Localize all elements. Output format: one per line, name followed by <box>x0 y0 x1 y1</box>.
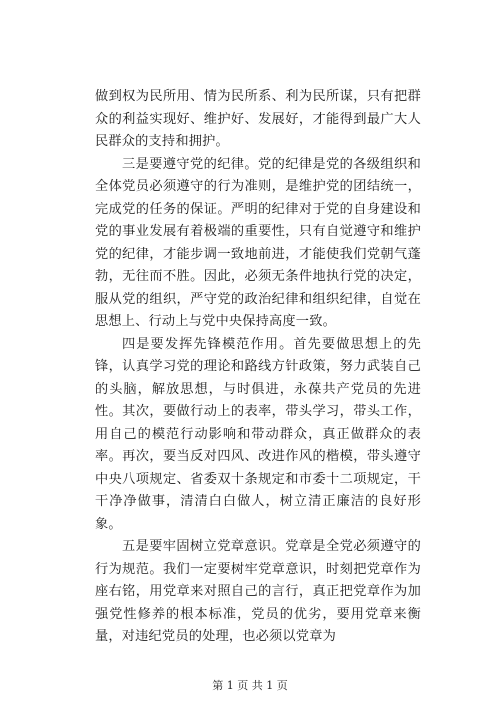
paragraph-party-constitution: 五是要牢固树立党章意识。党章是全党必须遵守的行为规范。我们一定要树牢党章意识，时刻把党章作为座右铭，用党章来对照自己的言行，真正把党章作为加强党性修养的根本标准，党员的优劣，要用党章来衡量，对违纪党员的处理，也必须以党章为 <box>95 539 421 644</box>
paragraph-continuation: 做到权为民所用、情为民所系、利为民所谋，只有把群众的利益实现好、维护好、发展好，才能得到最广大人民群众的支持和拥护。 <box>95 89 421 149</box>
paragraph-vanguard-role: 四是要发挥先锋模范作用。首先要做思想上的先锋，认真学习党的理论和路线方针政策，努力武装自己的头脑，解放思想，与时俱进，永葆共产党员的先进性。其次，要做行动上的表率，带头学习，带头工作，用自己的模范行动影响和带动群众，真正做群众的表率。再次，要当反对四风、改进作风的楷模，带头遵守中央八项规定、省委双十条规定和市委十二项规定，干干净净做事，清清白白做人，树立清正廉洁的良好形象。 <box>95 336 421 532</box>
paragraph-party-discipline: 三是要遵守党的纪律。党的纪律是党的各级组织和全体党员必须遵守的行为准则，是维护党的团结统一，完成党的任务的保证。严明的纪律对于党的自身建设和党的事业发展有着极端的重要性，只有自觉遵守和维护党的纪律，才能步调一致地前进，才能使我们党朝气蓬勃，无往而不胜。因此，必须无条件地执行党的决定，服从党的组织，严守党的政治纪律和组织纪律，自觉在思想上、行动上与党中央保持高度一致。 <box>95 156 421 329</box>
document-body <box>95 86 421 649</box>
page-footer: 第 1 页 共 1 页 <box>212 679 288 692</box>
